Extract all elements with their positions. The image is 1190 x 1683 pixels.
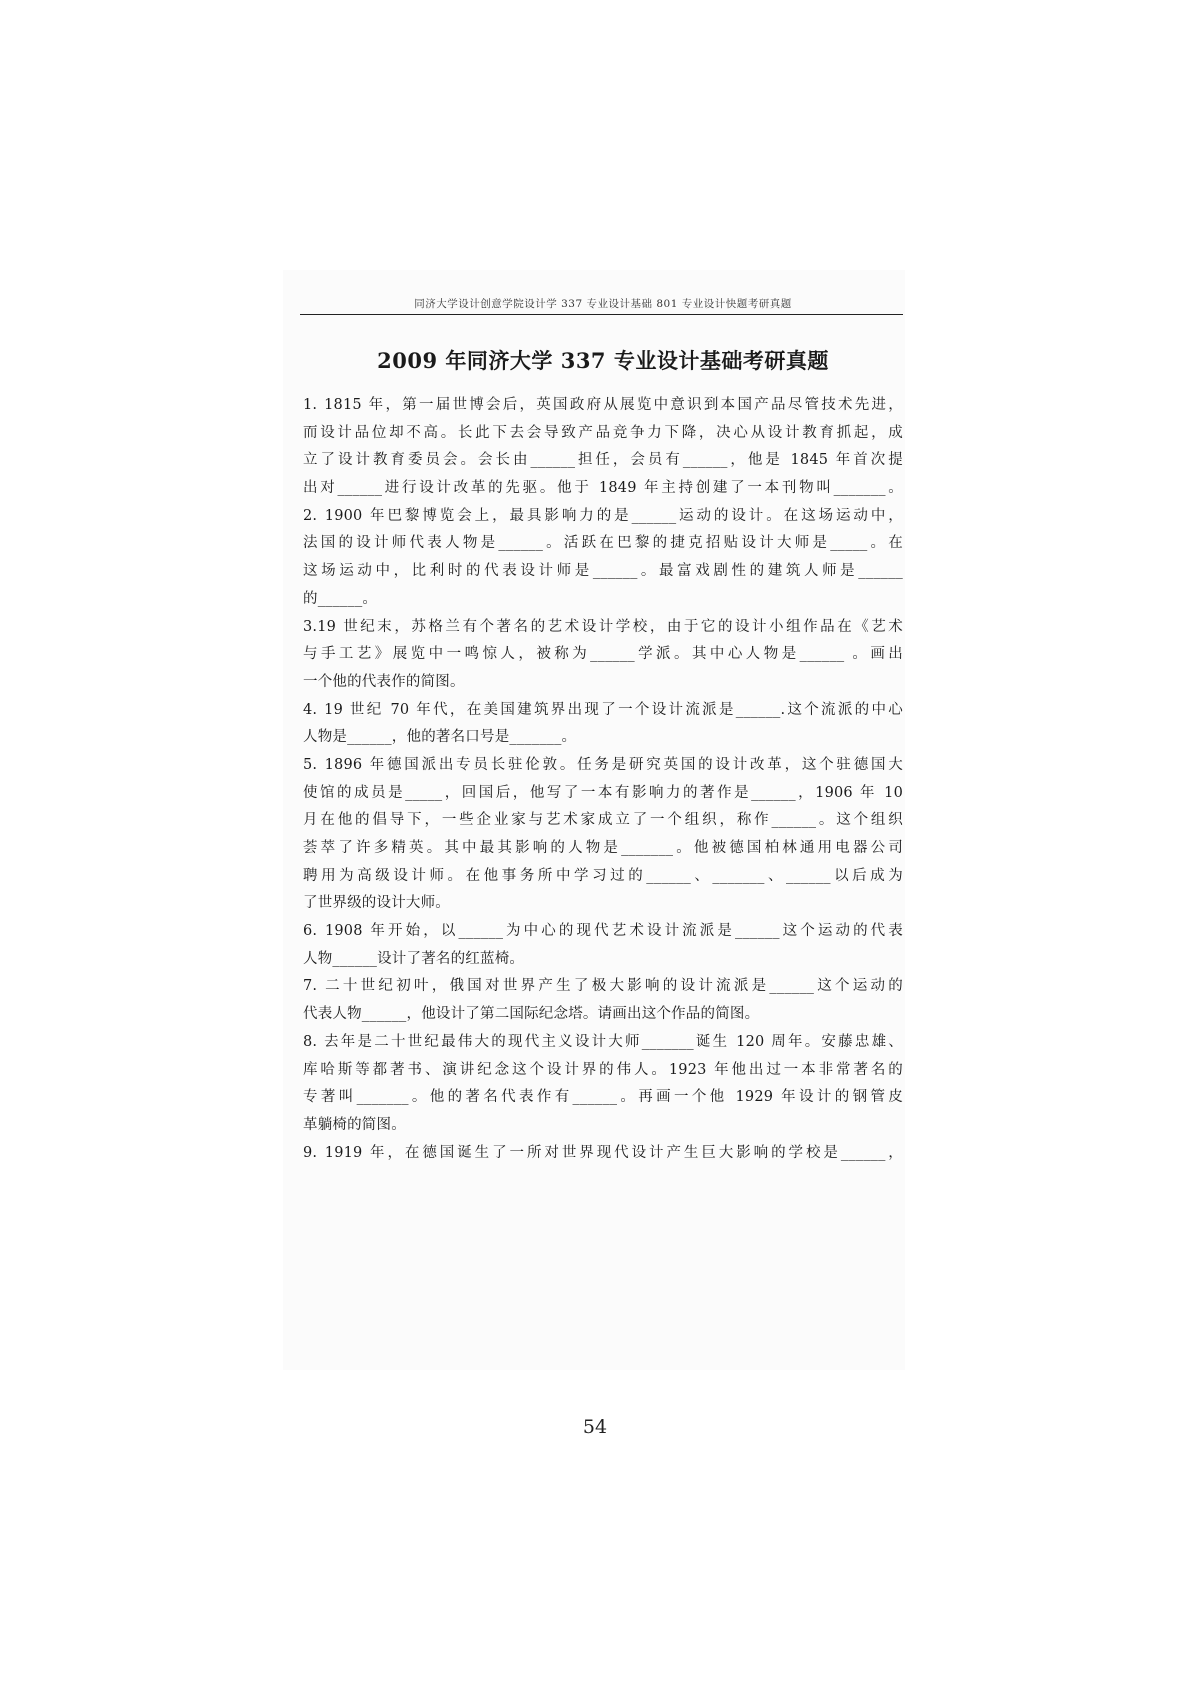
- text-line: 6. 1908 年开始，以______为中心的现代艺术设计流派是______这个运动的代表: [303, 923, 903, 940]
- text-line: 聘用为高级设计师。在他事务所中学习过的______、_______、______以后成为: [303, 867, 903, 884]
- header-rule: [300, 314, 903, 315]
- text-line: 7. 二十世纪初叶，俄国对世界产生了极大影响的设计流派是______这个运动的: [303, 978, 903, 995]
- running-header: 同济大学设计创意学院设计学 337 专业设计基础 801 专业设计快题考研真题: [414, 298, 792, 310]
- text-line: 的______。: [303, 590, 378, 607]
- page-number: 54: [582, 1416, 608, 1438]
- text-line: 5. 1896 年德国派出专员长驻伦敦。任务是研究英国的设计改革，这个驻德国大: [303, 756, 903, 773]
- text-line: 4. 19 世纪 70 年代，在美国建筑界出现了一个设计流派是______.这个流派的中心: [303, 701, 903, 718]
- text-line: 人物是______，他的著名口号是_______。: [303, 729, 577, 746]
- text-line: 专著叫_______。他的著名代表作有______。再画一个他 1929 年设计的钢管皮: [303, 1089, 903, 1106]
- text-line: 这场运动中，比利时的代表设计师是______。最富戏剧性的建筑人师是______: [303, 563, 903, 580]
- text-line: 荟萃了许多精英。其中最其影响的人物是_______。他被德国柏林通用电器公司: [303, 840, 903, 856]
- text-line: 使馆的成员是_____，回国后，他写了一本有影响力的著作是______，1906 年 10: [303, 784, 903, 801]
- text-line: 与手工艺》展览中一鸣惊人，被称为______学派。其中心人物是______ 。画出: [303, 646, 903, 663]
- text-line: 9. 1919 年，在德国诞生了一所对世界现代设计产生巨大影响的学校是______，: [303, 1144, 903, 1161]
- text-line: 月在他的倡导下，一些企业家与艺术家成立了一个组织，称作______。这个组织: [303, 812, 903, 829]
- text-line: 库哈斯等都著书、演讲纪念这个设计界的伟人。1923 年他出过一本非常著名的: [303, 1061, 903, 1078]
- document-title: 2009 年同济大学 337 专业设计基础考研真题: [377, 348, 829, 373]
- text-line: 革躺椅的简图。: [303, 1116, 406, 1133]
- text-line: 代表人物______，他设计了第二国际纪念塔。请画出这个作品的简图。: [303, 1006, 760, 1023]
- text-line: 3.19 世纪末，苏格兰有个著名的艺术设计学校，由于它的设计小组作品在《艺术: [303, 618, 903, 635]
- text-line: 而设计品位却不高。长此下去会导致产品竞争力下降，决心从设计教育抓起，成: [303, 424, 903, 441]
- question-body: [303, 392, 903, 1167]
- text-line: 立了设计教育委员会。会长由______担任，会员有______，他是 1845 年首次提: [303, 452, 903, 469]
- text-line: 8. 去年是二十世纪最伟大的现代主义设计大师_______诞生 120 周年。安藤忠雄、: [303, 1033, 903, 1050]
- text-line: 出对______进行设计改革的先驱。他于 1849 年主持创建了一本刊物叫_______。: [303, 480, 903, 497]
- text-line: 法国的设计师代表人物是______。活跃在巴黎的捷克招贴设计大师是_____。在: [303, 535, 903, 552]
- text-line: 一个他的代表作的简图。: [303, 673, 465, 690]
- text-line: 人物______设计了著名的红蓝椅。: [303, 950, 525, 967]
- text-line: 2. 1900 年巴黎博览会上，最具影响力的是______运动的设计。在这场运动中，: [303, 507, 903, 524]
- text-line: 1. 1815 年，第一届世博会后，英国政府从展览中意识到本国产品尽管技术先进，: [303, 397, 903, 413]
- text-line: 了世界级的设计大师。: [303, 895, 450, 912]
